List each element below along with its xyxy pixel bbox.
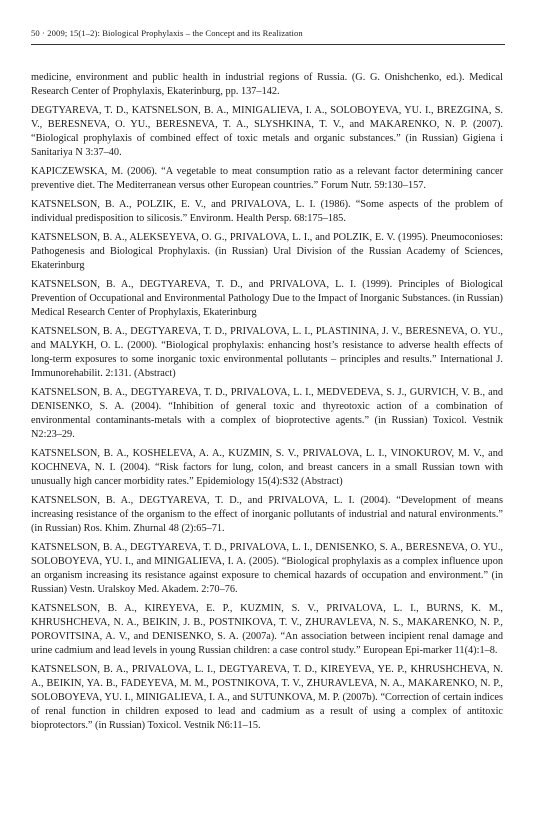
reference-item: KATSNELSON, B. A., DEGTYAREVA, T. D., PRIVALOVA, L. I., PLASTININA, J. V., BERESNEVA, O. YU., and MALYKH, O. L. (2000). “Biological prophylaxis: enhancing host’s resistance to adverse health effects of long-term exposures to some inorganic toxic environmental pollutants – principles and results.” International J. Immunorehabilit. 2:131. (Abstract) xyxy=(31,326,503,379)
reference-item: KATSNELSON, B. A., DEGTYAREVA, T. D., PRIVALOVA, L. I., MEDVEDEVA, S. J., GURVICH, V. B., and DENISENKO, S. A. (2004). “Inhibition of general toxic and thyreotoxic action of a combination of environmental contaminants-metals with a complex of bioprotective agents.” (in Russian) Toxicol. Vestnik N2:23–29. xyxy=(31,387,503,440)
reference-item: DEGTYAREVA, T. D., KATSNELSON, B. A., MINIGALIEVA, I. A., SOLOBOYEVA, YU. I., BREZGINA, S. V., BERESNEVA, O. YU., BERESNEVA, T. A., SLYSHKINA, T. V., and MAKARENKO, N. P. (2007). “Biological prophylaxis of combined effect of toxic metals and organic substances.” (in Russian) Gigiena i Sanitariya N 3:37–40. xyxy=(31,105,503,158)
reference-item: KATSNELSON, B. A., KOSHELEVA, A. A., KUZMIN, S. V., PRIVALOVA, L. I., VINOKUROV, M. V., and KOCHNEVA, N. I. (2004). “Risk factors for lung, colon, and breast cancers in a small Russian town with unusually high cancer morbidity rates.” Epidemiology 15(4):S32 (Abstract) xyxy=(31,448,503,487)
reference-item: KAPICZEWSKA, M. (2006). “A vegetable to meat consumption ratio as a relevant factor determining cancer preventive diet. The Mediterranean versus other European countries.” Forum Nutr. 59:130–157. xyxy=(31,166,503,191)
reference-item: KATSNELSON, B. A., DEGTYAREVA, T. D., and PRIVALOVA, L. I. (2004). “Development of means increasing resistance of the organism to the effect of inorganic pollutants of industrial and natural environments.” (in Russian) Ros. Khim. Zhurnal 48 (2):65–71. xyxy=(31,495,503,534)
running-header: 50 · 2009; 15(1–2): Biological Prophylaxis – the Concept and its Realization xyxy=(31,28,303,38)
reference-item: KATSNELSON, B. A., KIREYEVA, E. P., KUZMIN, S. V., PRIVALOVA, L. I., BURNS, K. M., KHRUSHCHEVA, N. A., BEIKIN, J. B., POSTNIKOVA, T. V., ZHURAVLEVA, N. S., MAKARENKO, N. P., POROVITSINA, A. V., and DENISENKO, S. A. (2007a). “An association between incipient renal damage and urine cadmium and lead levels in young Russian children: a case control study.” European Epi-marker 11(4):1–8. xyxy=(31,603,503,656)
reference-item: medicine, environment and public health in industrial regions of Russia. (G. G. Onishchenko, ed.). Medical Research Center of Prophylaxis, Ekaterinburg, pp. 137–142. xyxy=(31,72,503,97)
reference-item: KATSNELSON, B. A., ALEKSEYEVA, O. G., PRIVALOVA, L. I., and POLZIK, E. V. (1995). Pneumoconioses: Pathogenesis and Biological Prophylaxis. (in Russian) Ural Division of the Russian Academy of Sciences, Ekaterinburg xyxy=(31,232,503,271)
reference-list xyxy=(31,71,503,738)
reference-item: KATSNELSON, B. A., DEGTYAREVA, T. D., PRIVALOVA, L. I., DENISENKO, S. A., BERESNEVA, O. YU., SOLOBOYEVA, YU. I., and MINIGALIEVA, I. A. (2005). “Biological prophylaxis as a complex influence upon an organism increasing its resistance against exposure to chemical hazards of occupation and environment.” (in Russian) Vestn. Uralskoy Med. Akadem. 2:70–76. xyxy=(31,542,503,595)
reference-item: KATSNELSON, B. A., PRIVALOVA, L. I., DEGTYAREVA, T. D., KIREYEVA, YE. P., KHRUSHCHEVA, N. A., BEIKIN, YA. B., FADEYEVA, M. M., POSTNIKOVA, T. V., ZHURAVLEVA, N. A., MAKARENKO, N. P., SOLOBOYEVA, YU. I., MINIGALIEVA, I. A., and SUTUNKOVA, M. P. (2007b). “Correction of certain indices of renal function in children exposed to lead and cadmium as a result of using a complex of antitoxic bioprotectors.” (in Russian) Toxicol. Vestnik N6:11–15. xyxy=(31,664,503,731)
header-rule xyxy=(31,44,505,45)
reference-item: KATSNELSON, B. A., POLZIK, E. V., and PRIVALOVA, L. I. (1986). “Some aspects of the problem of individual predisposition to silicosis.” Environm. Health Persp. 68:175–185. xyxy=(31,199,503,224)
reference-item: KATSNELSON, B. A., DEGTYAREVA, T. D., and PRIVALOVA, L. I. (1999). Principles of Biological Prevention of Occupational and Environmental Pathology Due to the Impact of Inorganic Substances. (in Russian) Medical Research Center of Prophylaxis, Ekaterinburg xyxy=(31,279,503,318)
